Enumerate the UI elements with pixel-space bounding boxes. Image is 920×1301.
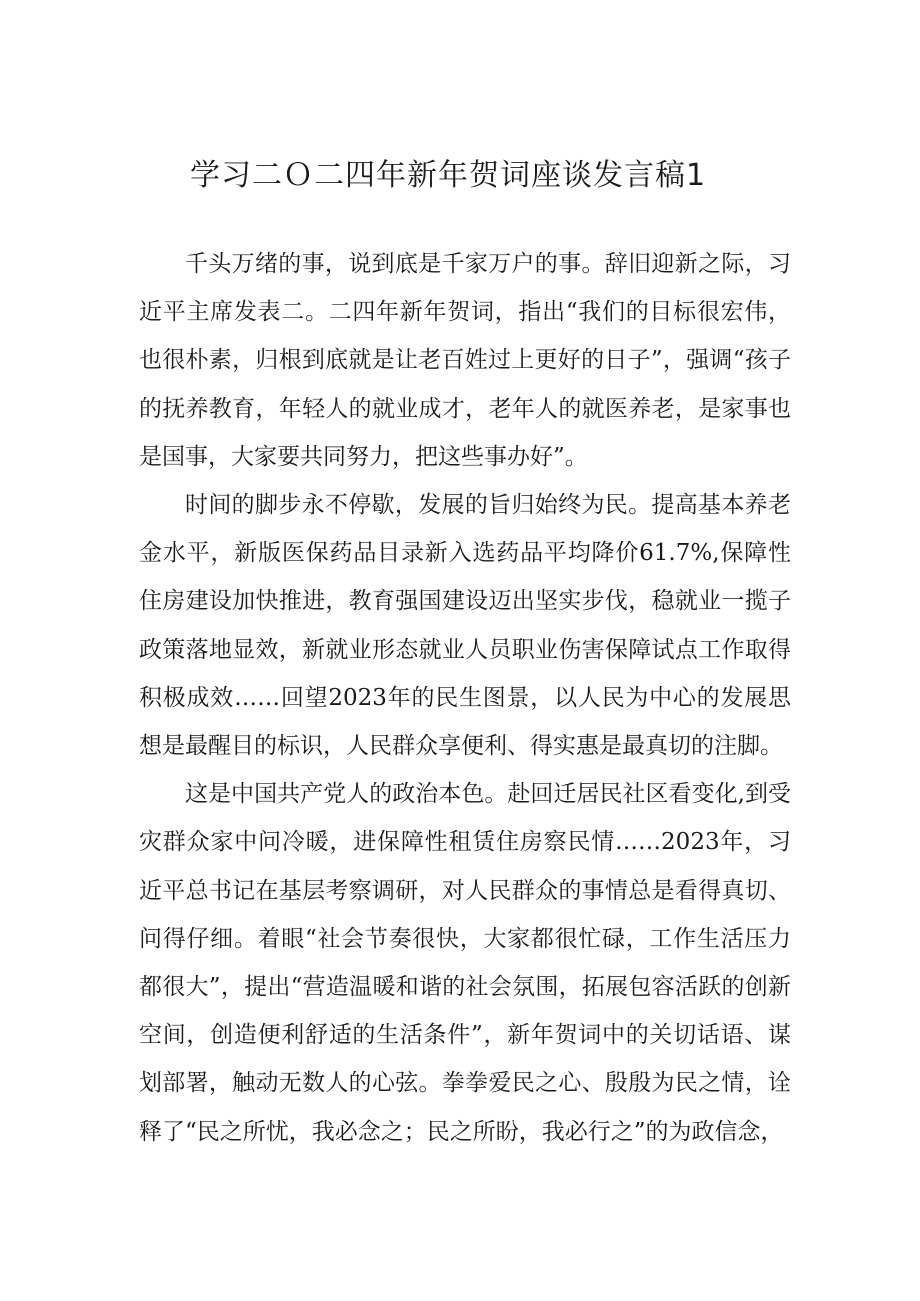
document-body: [139, 240, 791, 1156]
paragraph-1: 千头万绪的事，说到底是千家万户的事。辞旧迎新之际，习近平主席发表二。二四年新年贺词，指出“我们的目标很宏伟，也很朴素，归根到底就是让老百姓过上更好的日子”，强调“孩子的抚养教育，年轻人的就业成才，老年人的就医养老，是家事也是国事，大家要共同努力，把这些事办好”。: [139, 251, 791, 470]
document-title: 学习二Ｏ二四年新年贺词座谈发言稿1: [190, 158, 707, 193]
paragraph-2: 时间的脚步永不停歇，发展的旨归始终为民。提高基本养老金水平，新版医保药品目录新入选药品平均降价61.7%,保障性住房建设加快推进，教育强国建设迈出坚实步伐，稳就业一揽子政策落地显效，新就业形态就业人员职业伤害保障试点工作取得积极成效……回望2023年的民生图景，以人民为中心的发展思想是最醒目的标识，人民群众享便利、得实惠是最真切的注脚。: [139, 492, 791, 760]
paragraph-3: 这是中国共产党人的政治本色。赴回迁居民社区看变化,到受灾群众家中问冷暖，进保障性租赁住房察民情……2023年，习近平总书记在基层考察调研，对人民群众的事情总是看得真切、问得仔细。着眼“社会节奏很快，大家都很忙碌，工作生活压力都很大”，提出“营造温暖和谐的社会氛围，拓展包容活跃的创新空间，创造便利舒适的生活条件”，新年贺词中的关切话语、谋划部署，触动无数人的心弦。拳拳爱民之心、殷殷为民之情，诠释了“民之所忧，我必念之；民之所盼，我必行之”的为政信念，: [139, 781, 791, 1145]
